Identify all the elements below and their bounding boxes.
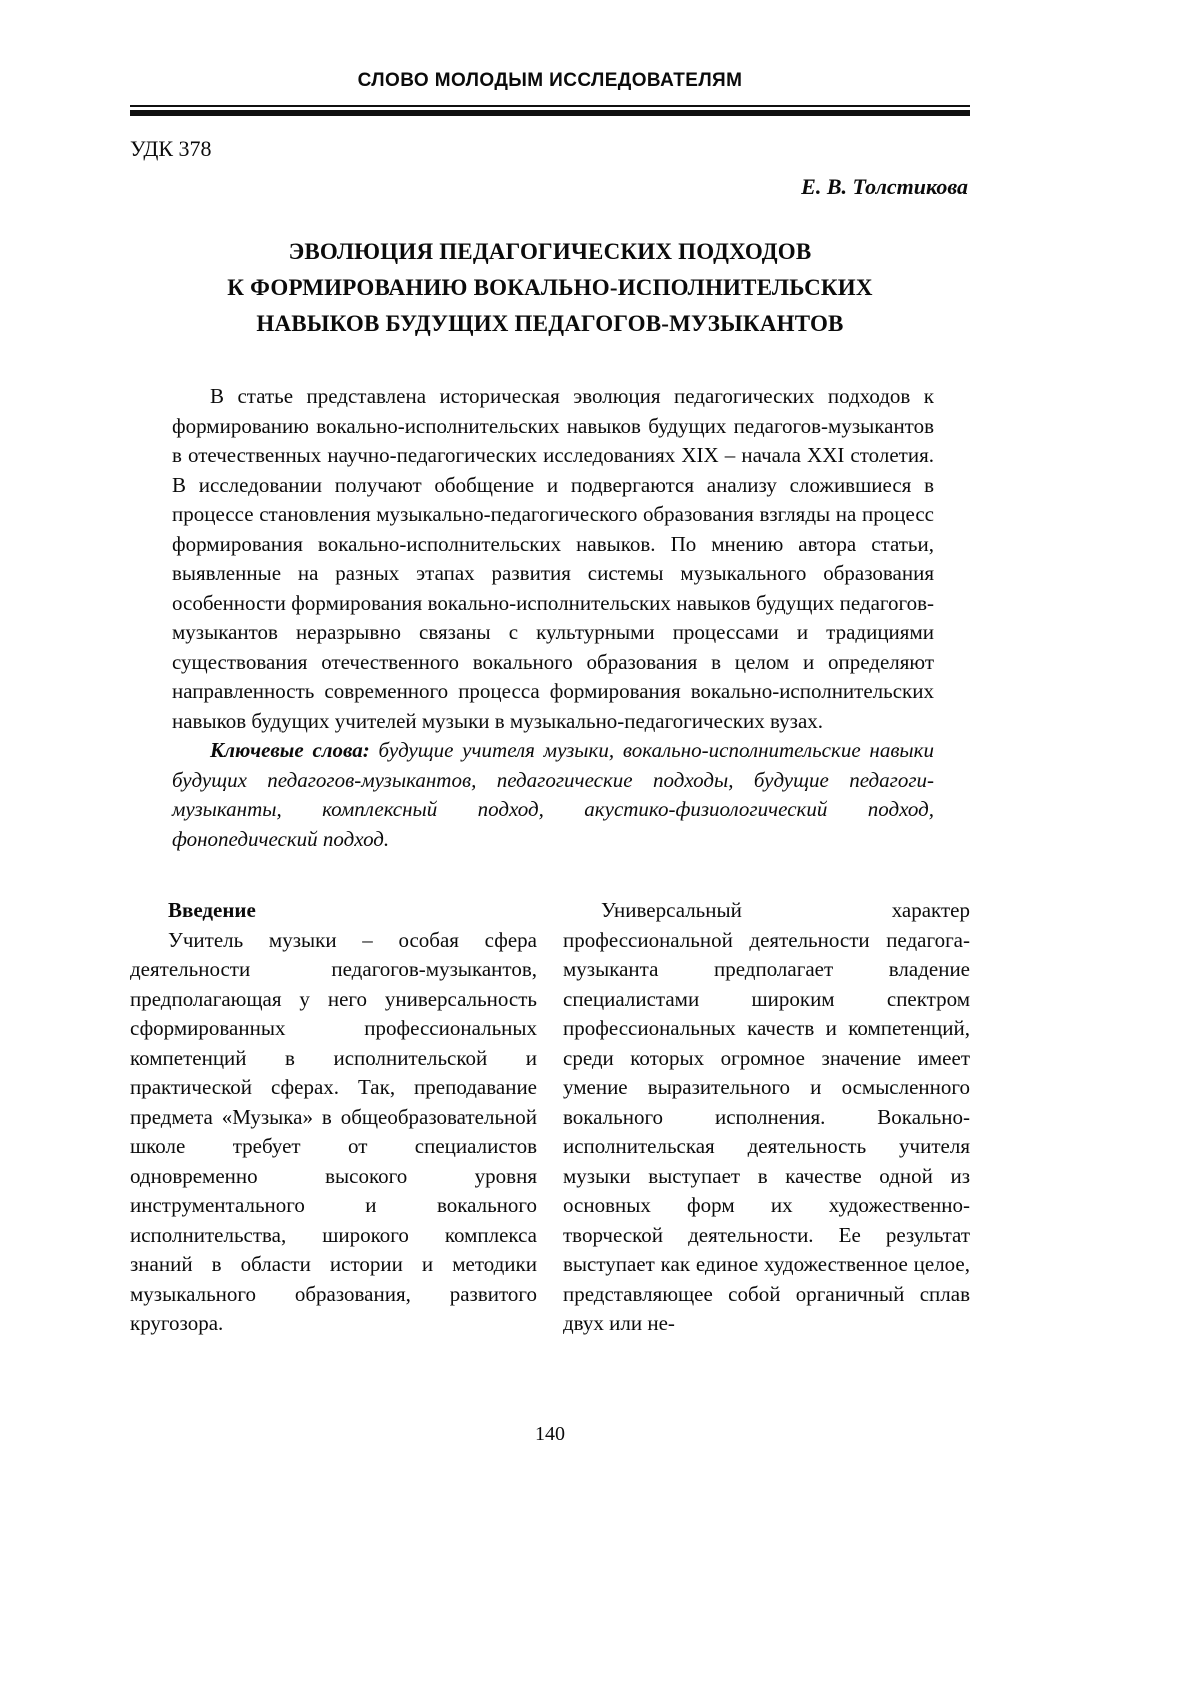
journal-page: [130, 0, 970, 1339]
author-name: Е. В. Толстикова: [801, 174, 968, 199]
running-header: СЛОВО МОЛОДЫМ ИССЛЕДОВАТЕЛЯМ: [357, 70, 743, 91]
udc-code: УДК 378: [130, 136, 212, 161]
keywords-label: Ключевые слова:: [210, 738, 370, 762]
body-paragraph: Универсальный характер профессиональной деятельности педагога-музыканта предполагает владение специалистами широким спектром профессиональных качеств и компетенций, среди которых огромное значение имеет умение выразительного и осмысленного вокального исполнения. Вокально-исполнительская деятельность учителя музыки выступает в качестве одной из основных форм их художественно-творческой деятельности. Ее результат выступает как единое художественное целое, представляющее собой органичный сплав двух или не-: [563, 898, 970, 1335]
header-rule-thin: [130, 105, 970, 107]
article-title: ЭВОЛЮЦИЯ ПЕДАГОГИЧЕСКИХ ПОДХОДОВ К ФОРМИРОВАНИЮ ВОКАЛЬНО-ИСПОЛНИТЕЛЬСКИХ НАВЫКОВ БУДУЩИХ ПЕДАГОГОВ-МУЗЫКАНТОВ: [227, 239, 873, 336]
keywords-text: будущие учителя музыки, вокально-исполнительские навыки будущих педагогов-музыкантов, педагогические подходы, будущие педагоги-музыканты, комплексный подход, акустико-физиологический подход, фонопедический подход.: [172, 738, 934, 851]
abstract-block: [172, 382, 934, 854]
right-column: [563, 896, 970, 1339]
two-column-body: [130, 896, 970, 1339]
header-rule-thick: [130, 110, 970, 116]
abstract-paragraph: В статье представлена историческая эволюция педагогических подходов к формированию вокально-исполнительских навыков будущих педагогов-музыкантов в отечественных научно-педагогических исследованиях XIX – начала XXI столетия. В исследовании получают обобщение и подвергаются анализу сложившиеся в процессе становления музыкально-педагогического образования взгляды на процесс формирования вокально-исполнительских навыков. По мнению автора статьи, выявленные на разных этапах развития системы музыкального образования особенности формирования вокально-исполнительских навыков будущих педагогов-музыкантов неразрывно связаны с культурными процессами и традициями существования отечественного вокального образования в целом и определяют направленность современного процесса формирования вокально-исполнительских навыков будущих учителей музыки в музыкально-педагогических вузах.: [172, 384, 934, 733]
page-number: 140: [535, 1423, 565, 1445]
introduction-paragraph: Учитель музыки – особая сфера деятельности педагогов-музыкантов, предполагающая у него универсальность сформированных профессиональных компетенций в исполнительской и практической сферах. Так, преподавание предмета «Музыка» в общеобразовательной школе требует от специалистов одновременно высокого уровня инструментального и вокального исполнительства, широкого комплекса знаний в области истории и методики музыкального образования, развитого кругозора.: [130, 927, 537, 1335]
keywords-paragraph: [172, 736, 934, 854]
left-column: [130, 896, 537, 1339]
section-heading-introduction: Введение: [168, 898, 256, 922]
